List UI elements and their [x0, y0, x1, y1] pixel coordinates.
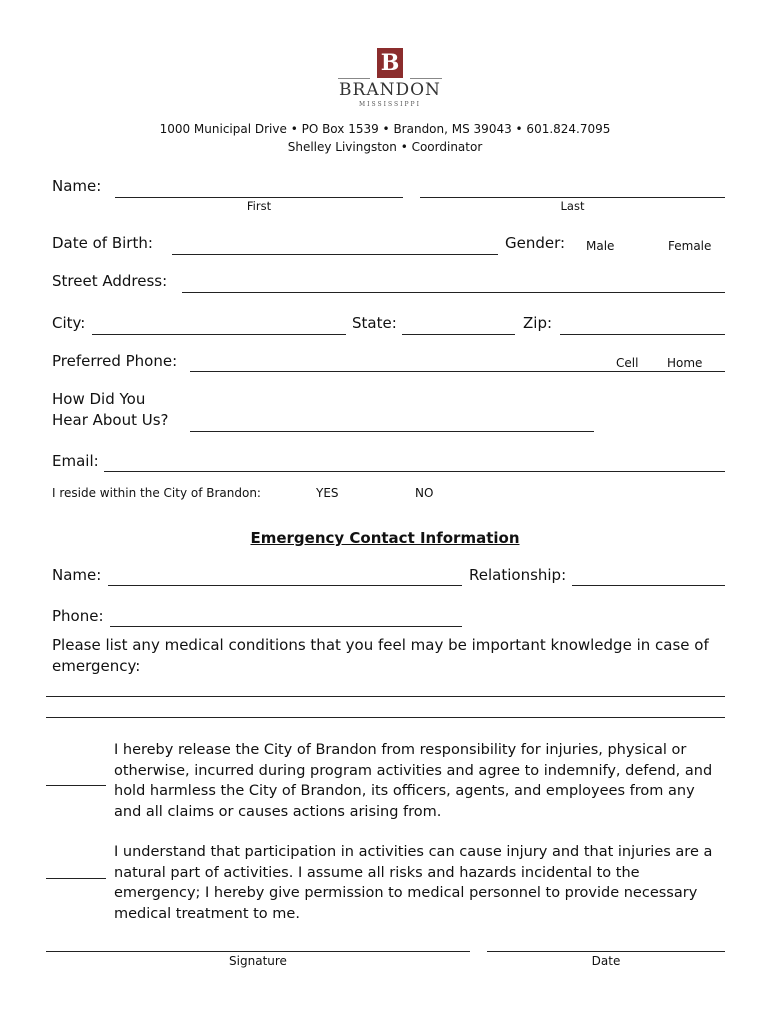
last-name-field[interactable] — [420, 180, 729, 198]
emergency-phone-line — [110, 626, 462, 627]
logo-mark: B — [377, 48, 403, 78]
reside-option-no[interactable]: NO — [415, 486, 434, 500]
city-line — [92, 334, 346, 335]
hear-field[interactable] — [190, 414, 598, 432]
signature-line — [46, 951, 470, 952]
emergency-phone-field[interactable] — [110, 609, 466, 627]
release-initials-field[interactable] — [46, 768, 110, 786]
risk-statement: I understand that participation in activities can cause injury and that injuries are a natural part of activities. I assume all risks and hazards incidental to the emergency; I hereby give permission to medical personnel to provide necessary medical treatment to me. — [114, 844, 713, 922]
street-label: Street Address: — [52, 272, 168, 290]
street-field[interactable] — [182, 275, 729, 293]
risk-initials-field[interactable] — [46, 861, 110, 879]
date-field[interactable] — [487, 934, 729, 952]
first-name-line — [115, 197, 403, 198]
hear-label-line2: Hear About Us? — [52, 411, 169, 429]
last-name-line — [420, 197, 725, 198]
medical-conditions-prompt: Please list any medical conditions that you feel may be important knowledge in case of emergency: — [52, 636, 709, 675]
logo-name: BRANDON — [339, 80, 441, 100]
name-label: Name: — [52, 177, 102, 195]
zip-label: Zip: — [523, 314, 553, 332]
first-name-field[interactable] — [115, 180, 407, 198]
dob-line — [172, 254, 498, 255]
emergency-name-line — [108, 585, 462, 586]
last-label: Last — [560, 199, 585, 213]
email-line — [104, 471, 725, 472]
date-label: Date — [591, 954, 621, 968]
zip-line — [560, 334, 725, 335]
phone-label: Preferred Phone: — [52, 352, 178, 370]
state-label: State: — [352, 314, 397, 332]
gender-option-female[interactable]: Female — [668, 239, 712, 253]
signature-field[interactable] — [46, 934, 474, 952]
phone-line — [190, 371, 725, 372]
city-field[interactable] — [92, 317, 350, 335]
email-label: Email: — [52, 452, 99, 470]
zip-field[interactable] — [560, 317, 729, 335]
relationship-field[interactable] — [572, 568, 729, 586]
phone-option-home[interactable]: Home — [667, 356, 703, 370]
relationship-label: Relationship: — [469, 566, 567, 584]
date-line — [487, 951, 725, 952]
phone-field[interactable] — [190, 354, 609, 372]
street-line — [182, 292, 725, 293]
dob-label: Date of Birth: — [52, 234, 153, 252]
medical-conditions-field-2[interactable] — [46, 700, 729, 718]
phone-option-cell[interactable]: Cell — [616, 356, 639, 370]
header-contact: Shelley Livingston • Coordinator — [287, 140, 483, 154]
hear-line — [190, 431, 594, 432]
medical-line-1 — [46, 696, 725, 697]
medical-conditions-field-1[interactable] — [46, 679, 729, 697]
hear-label-line1: How Did You — [52, 390, 146, 408]
header-address: 1000 Municipal Drive • PO Box 1539 • Brandon, MS 39043 • 601.824.7095 — [159, 122, 611, 136]
state-line — [402, 334, 515, 335]
state-field[interactable] — [402, 317, 519, 335]
emergency-name-field[interactable] — [108, 568, 466, 586]
release-statement: I hereby release the City of Brandon from responsibility for injuries, physical or otherwise, incurred during program activities and agree to indemnify, defend, and hold harmless the City of Brandon, its officers, agents, and employees from any and all claims or causes actions arising from. — [114, 742, 713, 820]
release-initials-line — [46, 785, 106, 786]
dob-field[interactable] — [172, 237, 502, 255]
gender-option-male[interactable]: Male — [586, 239, 615, 253]
emergency-name-label: Name: — [52, 566, 102, 584]
first-label: First — [246, 199, 272, 213]
signature-label: Signature — [229, 954, 287, 968]
reside-option-yes[interactable]: YES — [316, 486, 339, 500]
relationship-line — [572, 585, 725, 586]
gender-label: Gender: — [505, 234, 566, 252]
risk-initials-line — [46, 878, 106, 879]
emergency-phone-label: Phone: — [52, 607, 104, 625]
email-field[interactable] — [104, 454, 729, 472]
reside-label: I reside within the City of Brandon: — [52, 486, 261, 500]
emergency-title: Emergency Contact Information — [250, 529, 520, 547]
medical-line-2 — [46, 717, 725, 718]
logo-state: MISSISSIPPI — [359, 101, 421, 108]
city-label: City: — [52, 314, 86, 332]
brandon-logo — [330, 42, 450, 112]
